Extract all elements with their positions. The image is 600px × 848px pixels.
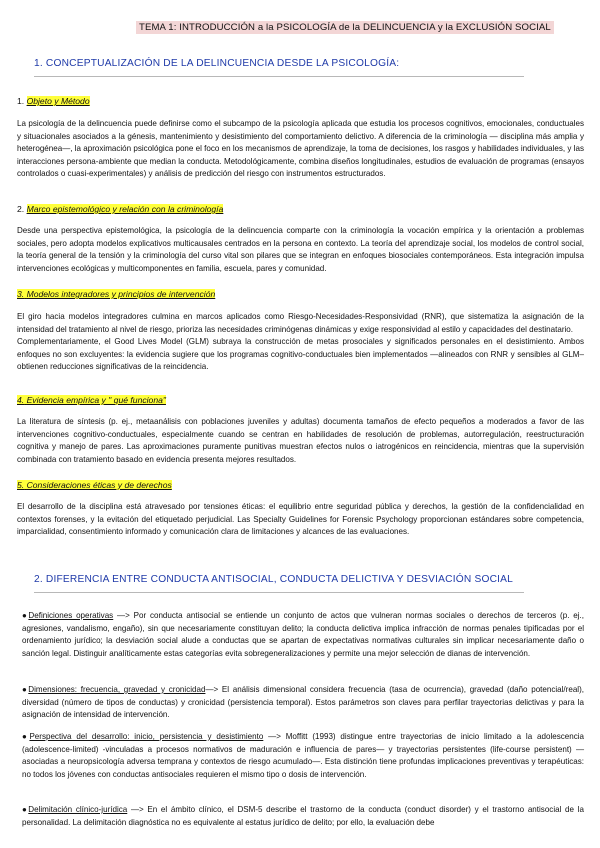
subsection-number: 1. [17,96,25,106]
subsection-3-paragraph [17,311,584,374]
bullet-icon: ● [22,805,29,814]
subsection-heading-label: Evidencia empírica y " qué funciona" [26,395,166,405]
document-header-title: TEMA 1: INTRODUCCIÓN a la PSICOLOGÍA de la DELINCUENCIA y la EXCLUSIÓN SOCIAL [136,21,554,34]
subsection-2-paragraph [17,225,584,275]
subsection-5-heading [17,480,172,490]
section-1-title: 1. CONCEPTUALIZACIÓN DE LA DELINCUENCIA DESDE LA PSICOLOGÍA: [34,58,400,69]
bullet-icon: ● [22,732,30,741]
subsection-number: 4. [17,395,25,405]
bullet-term: Perspectiva del desarrollo: inicio, persistencia y desistimiento [29,732,264,741]
subsection-number: 3. [17,289,25,299]
subsection-heading-text [17,289,215,299]
bullet-term: Dimensiones: frecuencia, gravedad y cronicidad [28,685,206,694]
paragraph-text: Desde una perspectiva epistemológica, la psicología de la delincuencia comparte con la criminología la vocación empírica y la orientación a problemas sociales, pero adopta modelos explicativos multicausales centrados en la persona en contexto. La teoría del aprendizaje social, los modelos de control social, la teoría general de la tensión y la criminología del curso vital son pilares que se integran en enfoques biosociales contemporáneos. Esta integración impulsa intervenciones ecológicas y multicomponentes en familia, escuela, pares y comunidad. [17,226,584,273]
subsection-heading-label: Consideraciones éticas y de derechos [26,480,172,490]
paragraph-text: La literatura de síntesis (p. ej., metaanálisis con poblaciones juveniles y adultas) documenta tamaños de efecto pequeños a moderados a favor de las intervenciones cognitivo-conductuales, especialmente cuando se centran en habilidades de resolución de problemas, autorregulación, reestructuración cognitiva y manejo de pares. Las aproximaciones puramente punitivas muestran efectos nulos o iatrogénicos en reincidencia, mientras que la supervisión combinada con tratamiento basado en evidencia presenta mejores resultados. [17,417,584,464]
subsection-4-paragraph [17,416,584,466]
section-2-title: 2. DIFERENCIA ENTRE CONDUCTA ANTISOCIAL, CONDUCTA DELICTIVA Y DESVIACIÓN SOCIAL [34,574,514,585]
bullet-text: —> En el ámbito clínico, el DSM-5 describe el trastorno de la conducta (conduct disorder) y el trastorno antisocial de la personalidad. La delimitación diagnóstica no es equivalente al estatus jurídico de delito; por ello, la evaluación debe [22,805,584,827]
paragraph-text: El desarrollo de la disciplina está atravesado por tensiones éticas: el equilibrio entre seguridad pública y derechos, la gestión de la confidencialidad en contextos forenses, y la evitación del etiquetado perjudicial. Las Specialty Guidelines for Forensic Psychology proporcionan estándares sobre competencia, imparcialidad, consentimiento informado y comunicación clara de limitaciones y alcances de las evaluaciones. [17,502,584,537]
bullet-term: Definiciones operativas [28,611,114,620]
bullet-text: —> El análisis dimensional considera frecuencia (tasa de ocurrencia), gravedad (daño potencial/real), diversidad (número de tipos de conductas) y cronicidad (persistencia temporal). Estos parámetros son claves para perfilar trayectorias delictivas y para la asignación de intensidad de intervención. [22,685,584,720]
subsection-heading-text: Marco epistemológico y relación con la criminología [26,204,224,214]
subsection-1-paragraph [17,118,584,181]
subsection-3-heading [17,289,215,299]
bullet-term: Delimitación clínico-jurídica [28,805,128,814]
subsection-1-heading [17,96,90,106]
subsection-number: 5. [17,480,25,490]
subsection-number: 2. [17,204,25,214]
section-1-divider [34,76,524,77]
bullet-text: —> Por conducta antisocial se entiende un conjunto de actos que vulneran normas sociales o derechos de terceros (p. ej., agresiones, vandalismo, engaño), sin que necesariamente constituyan delito; la conducta delictiva implica infracción de normas penales tipificadas por el ordenamiento jurídico; la desviación social alude a conductas que se apartan de expectativas normativas culturales sin implicar necesariamente daño o sanción legal. Distinguir analíticamente estas categorías evita sobregeneralizaciones y permite una mejor selección de dianas de intervención. [22,611,584,658]
bullet-text: —> Moffitt (1993) distingue entre trayectorias de inicio limitado a la adolescencia (adolescence-limited) -vinculadas a procesos normativos de maduración e influencia de pares— y trayectorias persistentes (life-course persistent) —asociadas a neuropsicología adversa temprana y contextos de riesgo acumulado—. Esta distinción tiene profundas implicaciones preventivas y terapéuticas: no todos los jóvenes con conductas antisociales requieren el mismo tipo o dosis de intervención. [22,732,584,779]
subsection-4-heading [17,395,166,405]
subsection-heading-text [17,480,172,490]
subsection-5-paragraph [17,501,584,539]
subsection-heading-text: Objeto y Método [26,96,90,106]
paragraph-text: La psicología de la delincuencia puede definirse como el subcampo de la psicología aplicada que estudia los procesos cognitivos, emocionales, conductuales y situacionales asociados a la génesis, mantenimiento y desistimiento del comportamiento delictivo. A diferencia de la criminología — disciplina más amplia y heterogénea—, la aproximación psicológica pone el foco en los mecanismos de aprendizaje, la toma de decisiones, los rasgos y habilidades individuales, y las interacciones persona-ambiente que median la conducta. Metodológicamente, combina diseños longitudinales, estudios de evaluación de programas (ensayos controlados o cuasi-experimentales) y análisis de predicción del riesgo con instrumentos estructurados. [17,119,584,179]
bullet-icon: ● [22,611,29,620]
subsection-heading-text [17,395,166,405]
paragraph-text: El giro hacia modelos integradores culmina en marcos aplicados como Riesgo-Necesidades-Responsividad (RNR), que sistematiza la asignación de la intensidad del tratamiento al nivel de riesgo, prioriza las necesidades criminógenas dinámicas y exige responsividad al estilo y capacidades del destinatario. [17,312,584,334]
bullet-icon: ● [22,685,29,694]
subsection-heading-label: Modelos integradores y principios de intervención [26,289,216,299]
bullet-item-desarrollo [22,731,584,781]
bullet-item-definiciones [22,610,584,660]
subsection-2-heading [17,204,223,214]
section-2-divider [34,592,524,593]
paragraph-text-continued: Complementariamente, el Good Lives Model (GLM) subraya la construcción de metas prosociales y significados personales en el desistimiento. Ambos enfoques no son excluyentes: la evidencia sugiere que los programas cognitivo-conductuales bien implementados —alineados con RNR y sensibles al GLM– obtienen reducciones significativas de la reincidencia. [17,337,584,372]
bullet-item-delimitacion [22,804,584,829]
bullet-item-dimensiones [22,684,584,722]
